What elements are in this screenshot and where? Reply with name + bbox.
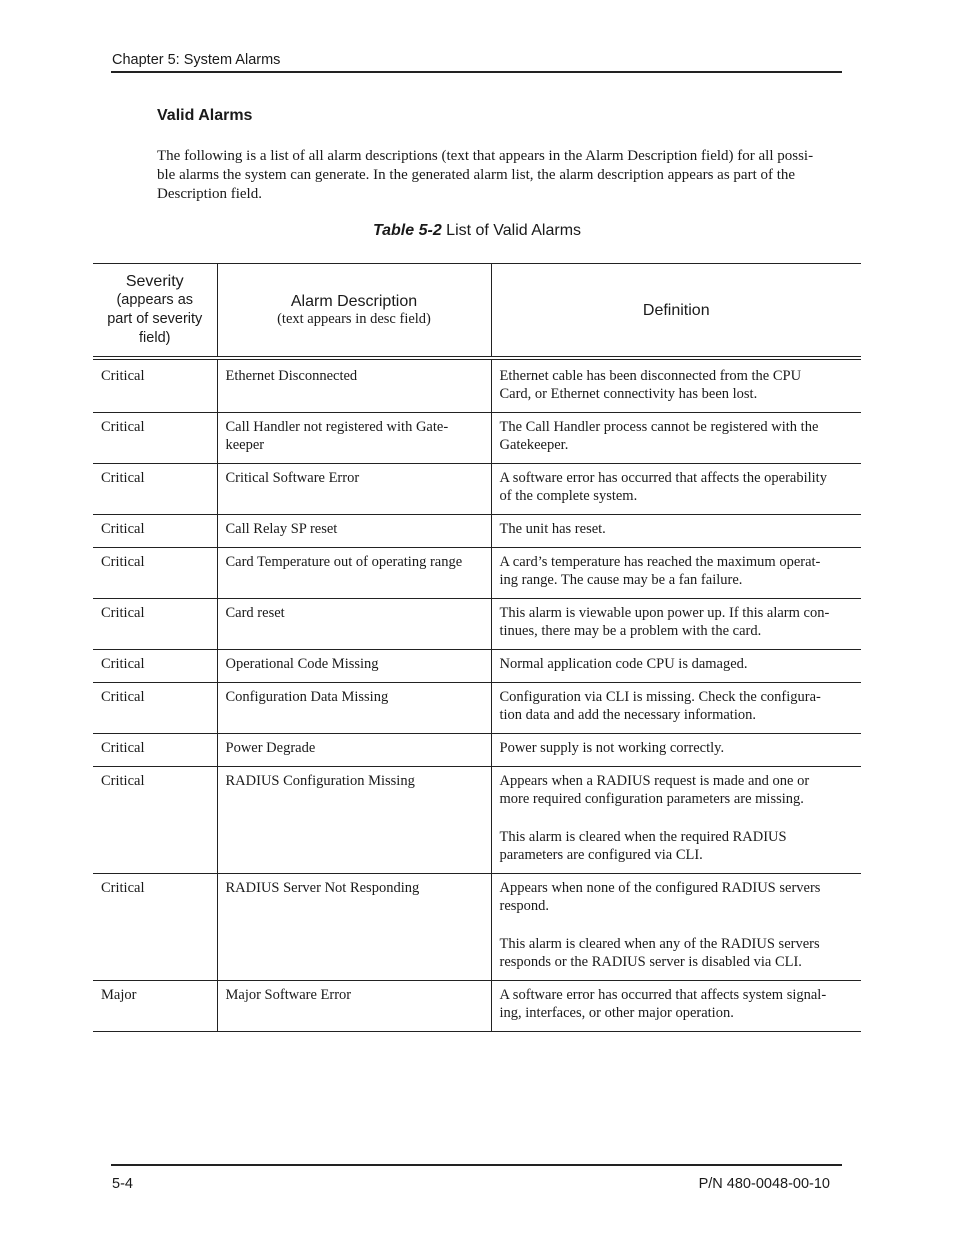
definition-paragraph [500,655,856,673]
alarm-description-cell [217,464,491,515]
definition-paragraph [500,418,856,454]
alarm-description-line: Call Handler not registered with Gate- [225,419,449,435]
intro-line: ble alarms the system can generate. In the generated alarm list, the alarm description appears as part of the [157,167,796,183]
definition-line: Gatekeeper. [499,437,569,453]
header-definition-label: Definition [642,301,710,319]
table-row [93,599,861,650]
definition-line: ing, interfaces, or other major operation. [499,1005,734,1021]
table-row [93,548,861,599]
table-row [93,767,861,874]
table-row [93,981,861,1032]
severity-cell: Critical [93,683,217,734]
severity-cell: Critical [93,515,217,548]
alarm-description-cell [217,767,491,874]
table-caption-text: List of Valid Alarms [441,222,582,239]
definition-line: Card, or Ethernet connectivity has been lost. [499,386,758,402]
definition-line: This alarm is cleared when the required RADIUS [499,829,787,845]
alarm-description-line: RADIUS Configuration Missing [225,773,415,789]
header-rule [111,71,842,73]
definition-line: Appears when none of the configured RADIUS servers [499,880,821,896]
definition-paragraph [500,688,856,724]
alarm-description-cell [217,981,491,1032]
alarm-description-cell [217,734,491,767]
section-title: Valid Alarms [157,107,253,124]
definition-line: This alarm is viewable upon power up. If this alarm con- [499,605,830,621]
definition-cell [491,734,861,767]
definition-line: Normal application code CPU is damaged. [499,656,748,672]
definition-line: A card’s temperature has reached the maximum operat- [499,554,821,570]
alarm-description-cell [217,548,491,599]
alarm-description-line: Operational Code Missing [225,656,379,672]
valid-alarms-table [93,263,861,1032]
alarm-description-line: Configuration Data Missing [225,689,389,705]
definition-line: more required configuration parameters are missing. [499,791,804,807]
header-description-label: Alarm Description [290,293,418,310]
header-severity-note: (appears as [116,292,194,308]
definition-paragraph [500,553,856,589]
alarm-description-line: RADIUS Server Not Responding [225,880,420,896]
definition-line: respond. [499,898,550,914]
alarm-description-line: Card reset [225,605,285,621]
alarm-description-cell [217,650,491,683]
alarm-description-cell [217,515,491,548]
table-row [93,358,861,413]
running-header-chapter: Chapter 5: System Alarms [112,52,281,68]
definition-line: The Call Handler process cannot be registered with the [499,419,819,435]
severity-cell: Critical [93,767,217,874]
definition-cell [491,413,861,464]
definition-cell [491,599,861,650]
table-caption-number: Table 5-2 [372,222,442,239]
alarm-description-line: Call Relay SP reset [225,521,338,537]
header-alarm-description [217,264,491,359]
alarm-description-line: Critical Software Error [225,470,360,486]
table-row [93,683,861,734]
page-number: 5-4 [112,1176,133,1192]
alarm-rows [93,358,861,1032]
definition-line: A software error has occurred that affects the operability [499,470,827,486]
definition-line: tinues, there may be a problem with the card. [499,623,762,639]
definition-line: tion data and add the necessary information. [499,707,756,723]
definition-cell [491,874,861,981]
severity-cell: Critical [93,874,217,981]
definition-line: Configuration via CLI is missing. Check the configura- [499,689,821,705]
definition-paragraph [500,986,856,1022]
header-severity [93,264,217,359]
definition-line: Power supply is not working correctly. [499,740,725,756]
definition-paragraph [500,879,856,915]
definition-cell [491,767,861,874]
definition-cell [491,981,861,1032]
table-row [93,515,861,548]
table-row [93,464,861,515]
intro-line: Description field. [157,186,262,202]
alarm-description-line: Power Degrade [225,740,316,756]
severity-cell: Critical [93,650,217,683]
definition-cell [491,515,861,548]
header-severity-note: part of severity [107,311,203,327]
definition-line: of the complete system. [499,488,638,504]
severity-cell: Critical [93,548,217,599]
alarm-description-line: Major Software Error [225,987,352,1003]
definition-cell [491,358,861,413]
severity-cell: Major [93,981,217,1032]
alarm-description-line: Card Temperature out of operating range [225,554,463,570]
table-caption [0,222,954,240]
definition-line: parameters are configured via CLI. [499,847,703,863]
definition-line: Appears when a RADIUS request is made and one or [499,773,810,789]
table-row [93,413,861,464]
definition-paragraph [500,828,856,864]
table-header-row [93,264,861,359]
definition-paragraph [500,935,856,971]
alarm-description-line: keeper [225,437,265,453]
alarm-description-cell [217,599,491,650]
intro-line: The following is a list of all alarm descriptions (text that appears in the Alarm Description field) for all possi- [157,148,814,164]
definition-paragraph [500,604,856,640]
alarm-description-cell [217,874,491,981]
severity-cell: Critical [93,464,217,515]
severity-cell: Critical [93,599,217,650]
footer-rule [111,1164,842,1166]
table-row [93,650,861,683]
header-severity-note: field) [139,330,171,346]
alarm-description-line: Ethernet Disconnected [225,368,358,384]
severity-cell: Critical [93,358,217,413]
part-number: P/N 480-0048-00-10 [698,1176,830,1192]
severity-cell: Critical [93,413,217,464]
definition-paragraph [500,469,856,505]
table-row [93,874,861,981]
severity-cell: Critical [93,734,217,767]
header-description-note: (text appears in desc field) [277,311,431,327]
definition-cell [491,683,861,734]
definition-line: The unit has reset. [499,521,606,537]
definition-cell [491,650,861,683]
alarm-description-cell [217,358,491,413]
header-definition [491,264,861,359]
definition-line: This alarm is cleared when any of the RADIUS servers [499,936,820,952]
header-severity-label: Severity [125,273,184,290]
definition-paragraph [500,739,856,757]
definition-line: responds or the RADIUS server is disabled via CLI. [499,954,802,970]
definition-paragraph [500,367,856,403]
alarm-description-cell [217,683,491,734]
definition-line: A software error has occurred that affects system signal- [499,987,827,1003]
definition-paragraph [500,772,856,808]
definition-line: Ethernet cable has been disconnected from the CPU [499,368,802,384]
intro-paragraph [157,147,847,204]
definition-cell [491,464,861,515]
table-row [93,734,861,767]
definition-cell [491,548,861,599]
definition-line: ing range. The cause may be a fan failure. [499,572,743,588]
definition-paragraph [500,520,856,538]
alarm-description-cell [217,413,491,464]
